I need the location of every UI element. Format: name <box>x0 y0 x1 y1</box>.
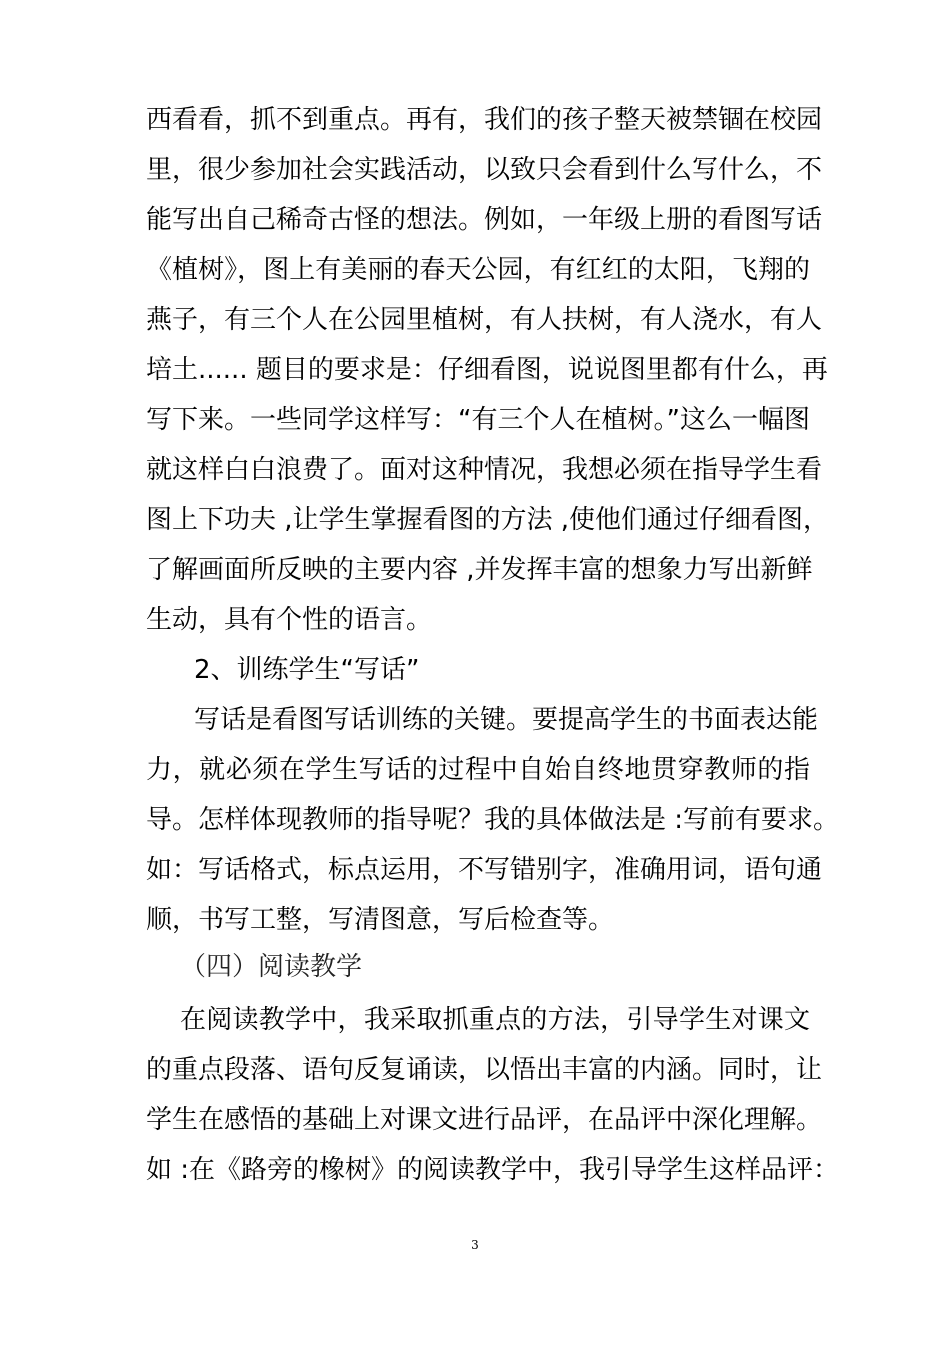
text-line: 燕子，有三个人在公园里植树，有人扶树，有人浇水，有人 <box>146 305 823 335</box>
text-line: 就这样白白浪费了。面对这种情况，我想必须在指导学生看 <box>146 455 823 485</box>
text-line: 写下来。一些同学这样写：“有三个人在植树。”这么一幅图 <box>146 405 810 435</box>
text-line: 培土...... 题目的要求是：仔细看图，说说图里都有什么，再 <box>146 355 828 385</box>
text-line: 导。怎样体现教师的指导呢？我的具体做法是 :写前有要求。 <box>146 805 840 835</box>
text-line: 西看看，抓不到重点。再有，我们的孩子整天被禁锢在校园 <box>146 105 823 135</box>
section-heading: 2、训练学生“写话” <box>194 655 420 685</box>
page-number: 3 <box>471 1238 479 1252</box>
text-line: 生动，具有个性的语言。 <box>146 605 433 635</box>
text-line: 图上下功夫 ,让学生掌握看图的方法 ,使他们通过仔细看图， <box>146 505 830 535</box>
text-line: 能写出自己稀奇古怪的想法。例如，一年级上册的看图写话 <box>146 205 823 235</box>
text-line: 的重点段落、语句反复诵读，以悟出丰富的内涵。同时，让 <box>146 1055 823 1085</box>
text-line: 里，很少参加社会实践活动，以致只会看到什么写什么，不 <box>146 155 823 185</box>
text-line: 《植树》，图上有美丽的春天公园，有红红的太阳，飞翔的 <box>146 255 810 285</box>
text-line: 如：写话格式，标点运用，不写错别字，准确用词，语句通 <box>146 855 823 885</box>
text-line: 顺，书写工整，写清图意，写后检查等。 <box>146 905 615 935</box>
section-heading: （四）阅读教学 <box>180 952 363 982</box>
text-line: 了解画面所反映的主要内容 ,并发挥丰富的想象力写出新鲜 <box>146 555 813 585</box>
text-line: 学生在感悟的基础上对课文进行品评，在品评中深化理解。 <box>146 1105 823 1135</box>
text-line: 在阅读教学中，我采取抓重点的方法，引导学生对课文 <box>180 1005 810 1035</box>
text-line: 力，就必须在学生写话的过程中自始自终地贯穿教师的指 <box>146 755 810 785</box>
text-line: 如 :在《路旁的橡树》的阅读教学中，我引导学生这样品评： <box>146 1155 840 1185</box>
text-line: 写话是看图写话训练的关键。要提高学生的书面表达能 <box>194 705 819 735</box>
